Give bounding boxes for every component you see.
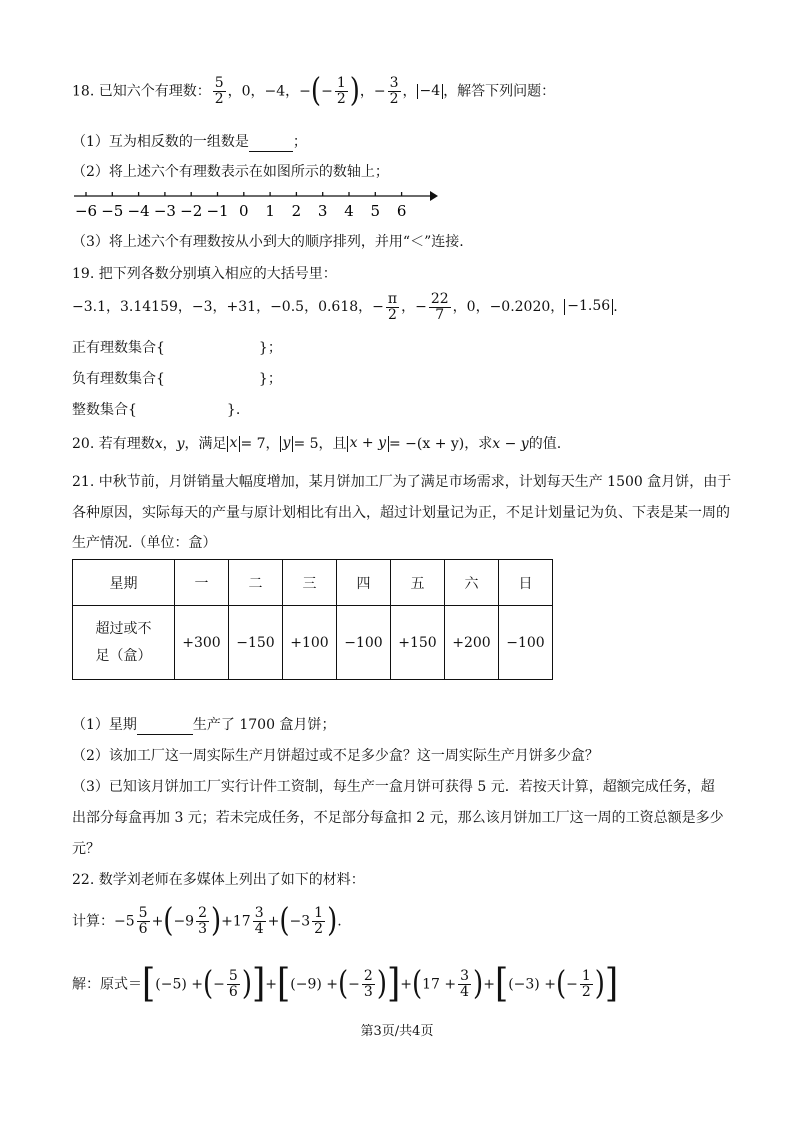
q22-expression: 计算：−5 $\frac{5}{6}$ +(−9 $\frac{2}{3}$ )+17 $\frac{3}{4}$ +(−3 $\frac{1}{2}$ ). [72,902,342,940]
table-cell: 日 [499,560,553,606]
absolute-value: −4 [417,84,444,99]
tick-label: −4 [127,202,150,220]
absolute-value: x + y [347,436,389,451]
row-label-cell: 超过或不 足（盒） [73,606,175,680]
fraction: $\frac{\pi}{2}$ [387,291,398,323]
table-cell: −100 [337,606,391,680]
q21-part3-line2: 出部分每盒再加 3 元；若未完成任务，不足部分每盒扣 2 元，那么该月饼加工厂这一周的工资总额是多少 [72,810,724,826]
q21-line2: 各种原因，实际每天的产量与原计划相比有出入，超过计划量记为正，不足计划量记为负、下表是某一周的 [72,505,730,521]
tick-label: 5 [370,202,381,220]
q20-line: 20. 若有理数x，y，满足 x = 7， y = 5，且 x + y = −(x + y)，求x − y的值. [72,435,562,452]
table-row [73,606,553,680]
table-cell: 三 [283,560,337,606]
page-footer: 第3页/共4页 [360,1024,434,1039]
tick-label: 0 [239,202,249,220]
q21-part3-line3: 元？ [72,841,100,857]
production-table [72,559,553,680]
tick-label: 4 [344,202,354,220]
q21-part2: （2）该加工厂这一周实际生产月饼超过或不足多少盒？这一周实际生产月饼多少盒？ [72,748,599,764]
integer-set: 整数集合{ }. [72,402,241,418]
number-line [70,188,440,222]
q19-title: 19. 把下列各数分别填入相应的大括号里： [72,266,337,282]
absolute-value: −1.56 [564,299,613,314]
tick-label: 3 [317,202,328,220]
table-cell: +200 [445,606,499,680]
q18-line: 18. 已知六个有理数： $\frac{5}{2}$ ，0，−4，−(− $\frac{1}{2}$ )，− $\frac{3}{2}$ ， −4 ，解答下列问题： [72,72,556,110]
negative-set: 负有理数集合{ }； [72,371,282,387]
positive-set: 正有理数集合{ }； [72,340,282,356]
answer-blank [249,134,293,152]
answer-blank [137,717,193,735]
q19-numbers: −3.1，3.14159，−3，+31，−0.5，0.618，− $\frac{\pi}{2}$ ，− $\frac{22}{7}$ ，0，−0.2020， −1.56 . [72,291,618,323]
tick-label: −2 [180,202,203,220]
fraction: $\frac{22}{7}$ [430,291,449,323]
q18-part3: （3）将上述六个有理数按从小到大的顺序排列，并用“＜”连接. [72,234,464,250]
q21-part3-line1: （3）已知该月饼加工厂实行计件工资制，每生产一盒月饼可获得 5 元．若按天计算，超额完成任务，超 [72,779,715,795]
table-cell: +100 [283,606,337,680]
absolute-value: y [280,436,294,451]
table-cell: −150 [229,606,283,680]
tick-label: 6 [396,202,407,220]
tick-label: −6 [74,202,98,220]
table-cell: 星期 [73,560,175,606]
tick-label: 1 [265,202,275,220]
q21-part1: （1）星期 生产了 1700 盒月饼； [72,717,336,733]
table-cell: +300 [175,606,229,680]
table-cell: +150 [391,606,445,680]
table-header-row [73,560,553,606]
tick-label: −5 [101,202,124,220]
q21-line3: 生产情况.（单位：盒） [72,535,217,551]
table-cell: −100 [499,606,553,680]
q18-prefix: 18. 已知六个有理数： [72,83,211,100]
q22-title: 22. 数学刘老师在多媒体上列出了如下的材料： [72,872,365,888]
table-cell: 五 [391,560,445,606]
q18-part1: （1）互为相反数的一组数是 ； [72,134,307,150]
fraction: $\frac{1}{2}$ [336,75,346,108]
q18-sep: ，0，−4，− [227,83,311,100]
fraction: $\frac{3}{2}$ [389,75,399,108]
q18-suffix: ，解答下列问题： [443,83,556,100]
tick-label: −1 [206,202,229,220]
q21-line1: 21. 中秋节前，月饼销量大幅度增加，某月饼加工厂为了满足市场需求，计划每天生产 1500 盒月饼，由于 [72,474,732,490]
q18-part2: （2）将上述六个有理数表示在如图所示的数轴上； [72,164,389,180]
fraction: $\frac{5}{2}$ [214,75,224,108]
table-cell: 六 [445,560,499,606]
tick-label: 2 [291,202,302,220]
table-cell: 一 [175,560,229,606]
q22-solution: 解：原式＝[(−5) +(− $\frac{5}{6}$ )]+[(−9) +(− $\frac{2}{3}$ )]+(17 + $\frac{3}{4}$ )+[(−3) +(− $\frac{1}{2}$ )] [72,960,619,1007]
table-cell: 二 [229,560,283,606]
absolute-value: x [227,436,241,451]
table-cell: 四 [337,560,391,606]
tick-label: −3 [153,202,176,220]
